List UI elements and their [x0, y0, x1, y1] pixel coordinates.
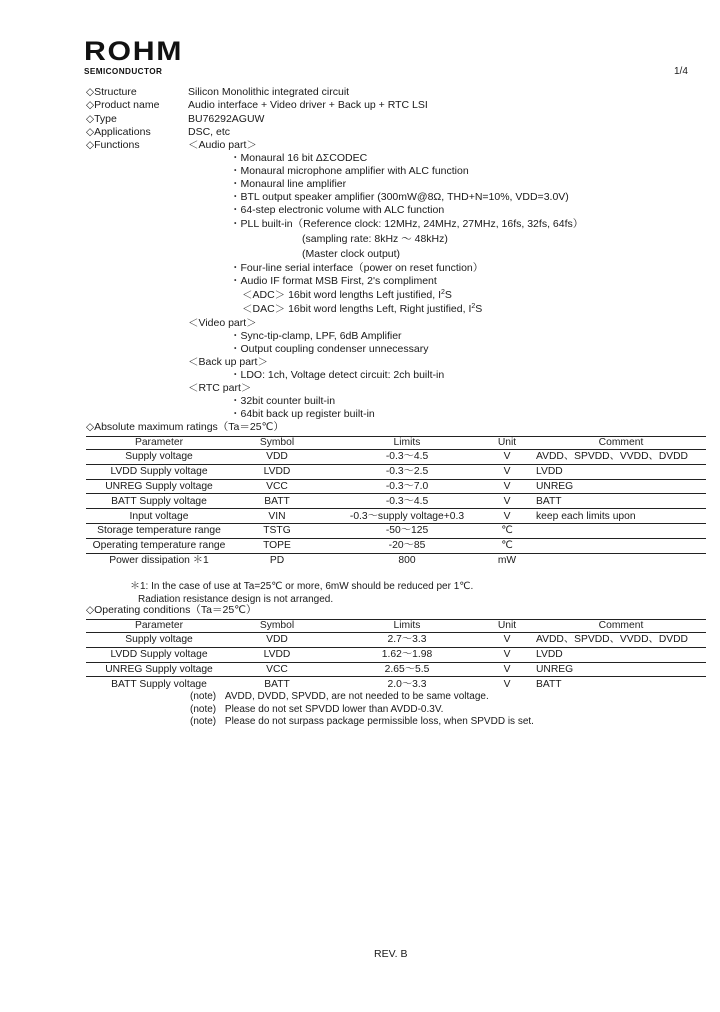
adc-suffix: S — [444, 289, 452, 301]
cell-limits: 2.7～3.3 — [322, 633, 492, 648]
cell-limits: -0.3～supply voltage+0.3 — [322, 509, 492, 524]
col-gap — [522, 437, 530, 450]
cell-limits: -0.3～4.5 — [322, 450, 492, 465]
rohm-logo — [84, 36, 184, 76]
cell-parameter: UNREG Supply voltage — [86, 479, 232, 494]
cell-parameter: Supply voltage — [86, 450, 232, 465]
cell-unit: V — [492, 450, 522, 465]
audio-item: ・Audio IF format MSB First, 2's compliment — [230, 275, 437, 287]
cell-symbol: VIN — [232, 509, 322, 524]
audio-item: ・BTL output speaker amplifier (300mW@8Ω, THD+N=10%, VDD=3.0V) — [230, 191, 569, 203]
cell-comment: BATT — [536, 678, 562, 690]
cell-gap — [522, 633, 530, 648]
info-value: BU76292AGUW — [188, 112, 265, 125]
logo-subtitle: SEMICONDUCTOR — [84, 67, 163, 76]
pll-master-clock: (Master clock output) — [302, 248, 401, 260]
cell-symbol: VCC — [232, 479, 322, 494]
cell-unit: V — [492, 479, 522, 494]
abs-max-footnote: ＊1: In the case of use at Ta=25℃ or more, 6mW should be reduced per 1℃. — [130, 581, 474, 592]
cell-unit: ℃ — [492, 523, 522, 538]
cell-gap — [522, 479, 530, 494]
superscript: 2 — [471, 303, 476, 310]
cell-unit: V — [492, 647, 522, 662]
info-row-structure — [86, 86, 686, 99]
cell-symbol: PD — [269, 554, 285, 566]
note-text: Please do not set SPVDD lower than AVDD-0.3V. — [224, 704, 444, 715]
cell-parameter: Input voltage — [86, 509, 232, 524]
dac-suffix: S — [475, 303, 483, 315]
op-cond-note — [190, 715, 534, 728]
cell-comment: BATT — [530, 494, 706, 509]
table-row — [86, 479, 706, 494]
cell-symbol: TOPE — [232, 538, 322, 553]
info-row-applications — [86, 126, 686, 139]
cell-unit: V — [492, 633, 522, 648]
col-symbol: Symbol — [232, 620, 322, 633]
cell-gap — [522, 677, 530, 691]
audio-part-title: ＜Audio part＞ — [188, 139, 257, 152]
video-part-title: ＜Video part＞ — [188, 317, 257, 329]
dac-label: ＜DAC＞ — [242, 303, 286, 315]
backup-item: ・LDO: 1ch, Voltage detect circuit: 2ch built-in — [230, 369, 445, 381]
cell-symbol: BATT — [232, 494, 322, 509]
table-row — [86, 662, 706, 677]
col-comment: Comment — [530, 620, 706, 633]
op-cond-note — [190, 690, 489, 703]
cell-unit: mW — [497, 554, 517, 566]
info-label: ◇Structure — [86, 86, 137, 98]
cell-comment: AVDD、SPVDD、VVDD、DVDD — [530, 450, 706, 465]
audio-item: ・Monaural microphone amplifier with ALC function — [230, 165, 469, 177]
cell-gap — [522, 523, 530, 538]
table-row — [86, 464, 706, 479]
superscript: 2 — [441, 289, 445, 296]
audio-item: ・Four-line serial interface（power on reset function） — [230, 262, 484, 274]
table-row — [86, 509, 706, 524]
col-unit: Unit — [492, 437, 522, 450]
adc-label: ＜ADC＞ — [242, 289, 286, 301]
cell-comment: UNREG — [530, 662, 706, 677]
info-label: ◇Type — [86, 112, 117, 125]
video-item: ・Output coupling condenser unnecessary — [230, 343, 429, 355]
cell-comment: LVDD — [530, 647, 706, 662]
cell-comment: keep each limits upon — [530, 509, 706, 524]
cell-symbol: TSTG — [232, 523, 322, 538]
dac-text: 16bit word lengths Left, Right justified, I — [288, 303, 472, 315]
audio-item: ・Monaural line amplifier — [230, 178, 347, 190]
cell-unit: V — [492, 509, 522, 524]
logo-wordmark: ROHM — [84, 36, 184, 66]
cell-comment — [530, 553, 706, 567]
cell-unit: V — [492, 662, 522, 677]
table-row — [86, 538, 706, 553]
table-row — [86, 523, 706, 538]
abs-max-title: ◇Absolute maximum ratings（Ta＝25℃） — [86, 421, 284, 433]
col-limits: Limits — [322, 620, 492, 633]
cell-comment: LVDD — [530, 464, 706, 479]
cell-comment — [530, 523, 706, 538]
product-info — [86, 86, 686, 152]
col-symbol: Symbol — [232, 437, 322, 450]
rtc-item: ・64bit back up register built-in — [230, 408, 375, 420]
audio-item: ・PLL built-in（Reference clock: 12MHz, 24MHz, 27MHz, 16fs, 32fs, 64fs） — [230, 218, 584, 230]
backup-part-title: ＜Back up part＞ — [188, 356, 268, 368]
note-text: AVDD, DVDD, SPVDD, are not needed to be same voltage. — [224, 691, 489, 702]
info-row-type — [86, 113, 686, 126]
pll-sampling-rate: (sampling rate: 8kHz ～ 48kHz) — [302, 233, 448, 245]
cell-parameter: Supply voltage — [86, 633, 232, 648]
cell-gap — [522, 450, 530, 465]
cell-parameter: BATT Supply voltage — [111, 678, 207, 690]
cell-limits: -20～85 — [322, 538, 492, 553]
cell-limits: 800 — [398, 554, 416, 566]
cell-gap — [522, 538, 530, 553]
cell-parameter: LVDD Supply voltage — [86, 647, 232, 662]
op-cond-table — [86, 619, 706, 691]
dac-format — [242, 303, 482, 316]
cell-gap — [522, 662, 530, 677]
cell-symbol: VDD — [232, 633, 322, 648]
cell-parameter: Operating temperature range — [86, 538, 232, 553]
revision-label: REV. B — [374, 948, 408, 960]
cell-limits: -0.3～2.5 — [322, 464, 492, 479]
cell-symbol: LVDD — [232, 647, 322, 662]
abs-max-footnote-2: Radiation resistance design is not arranged. — [138, 594, 334, 605]
adc-format — [242, 289, 452, 302]
col-unit: Unit — [492, 620, 522, 633]
note-text: Please do not surpass package permissible loss, when SPVDD is set. — [224, 716, 534, 727]
cell-comment: UNREG — [530, 479, 706, 494]
cell-limits: -0.3～4.5 — [322, 494, 492, 509]
adc-text: 16bit word lengths Left justified, I — [288, 289, 442, 301]
cell-gap — [522, 494, 530, 509]
audio-item: ・64-step electronic volume with ALC function — [230, 204, 445, 216]
col-limits: Limits — [322, 437, 492, 450]
cell-symbol: LVDD — [232, 464, 322, 479]
op-cond-title: ◇Operating conditions（Ta＝25℃） — [86, 604, 257, 616]
cell-parameter: Storage temperature range — [86, 523, 232, 538]
col-comment: Comment — [530, 437, 706, 450]
info-value: DSC, etc — [188, 125, 231, 138]
table-row — [86, 450, 706, 465]
table-row — [86, 494, 706, 509]
cell-parameter: LVDD Supply voltage — [86, 464, 232, 479]
note-tag: (note) — [190, 716, 217, 727]
cell-unit: V — [492, 464, 522, 479]
cell-unit: V — [503, 678, 511, 690]
cell-gap — [522, 509, 530, 524]
col-gap — [522, 620, 530, 633]
cell-parameter: UNREG Supply voltage — [86, 662, 232, 677]
cell-gap — [522, 464, 530, 479]
note-tag: (note) — [190, 704, 217, 715]
info-row-functions — [86, 139, 686, 152]
cell-parameter: Power dissipation ＊1 — [109, 554, 209, 566]
table-header — [86, 620, 706, 633]
audio-item: ・Monaural 16 bit ΔΣCODEC — [230, 152, 368, 164]
cell-limits: 2.65～5.5 — [322, 662, 492, 677]
abs-max-table — [86, 436, 706, 567]
cell-gap — [522, 647, 530, 662]
cell-comment: AVDD、SPVDD、VVDD、DVDD — [530, 633, 706, 648]
cell-limits: -0.3～7.0 — [322, 479, 492, 494]
video-item: ・Sync-tip-clamp, LPF, 6dB Amplifier — [230, 330, 402, 342]
cell-symbol: VDD — [232, 450, 322, 465]
col-parameter: Parameter — [86, 437, 232, 450]
table-row — [86, 633, 706, 648]
info-label: ◇Product name — [86, 99, 160, 112]
cell-symbol: VCC — [232, 662, 322, 677]
table-row — [86, 553, 706, 567]
info-row-product-name — [86, 99, 686, 112]
cell-parameter: BATT Supply voltage — [86, 494, 232, 509]
note-tag: (note) — [190, 691, 217, 702]
page-number: 1/4 — [674, 66, 688, 77]
table-row — [86, 647, 706, 662]
col-parameter: Parameter — [86, 620, 232, 633]
cell-unit: V — [492, 494, 522, 509]
cell-comment — [530, 538, 706, 553]
cell-limits: 2.0～3.3 — [387, 678, 427, 690]
cell-symbol: BATT — [264, 678, 290, 690]
info-label: ◇Applications — [86, 125, 151, 138]
cell-unit: ℃ — [492, 538, 522, 553]
cell-limits: 1.62～1.98 — [322, 647, 492, 662]
rtc-item: ・32bit counter built-in — [230, 395, 336, 407]
rtc-part-title: ＜RTC part＞ — [188, 382, 252, 394]
info-label: ◇Functions — [86, 139, 140, 152]
info-value: Silicon Monolithic integrated circuit — [188, 86, 350, 98]
info-value: Audio interface + Video driver + Back up + RTC LSI — [188, 99, 428, 112]
cell-gap — [522, 553, 530, 567]
table-header — [86, 437, 706, 450]
cell-limits: -50～125 — [322, 523, 492, 538]
